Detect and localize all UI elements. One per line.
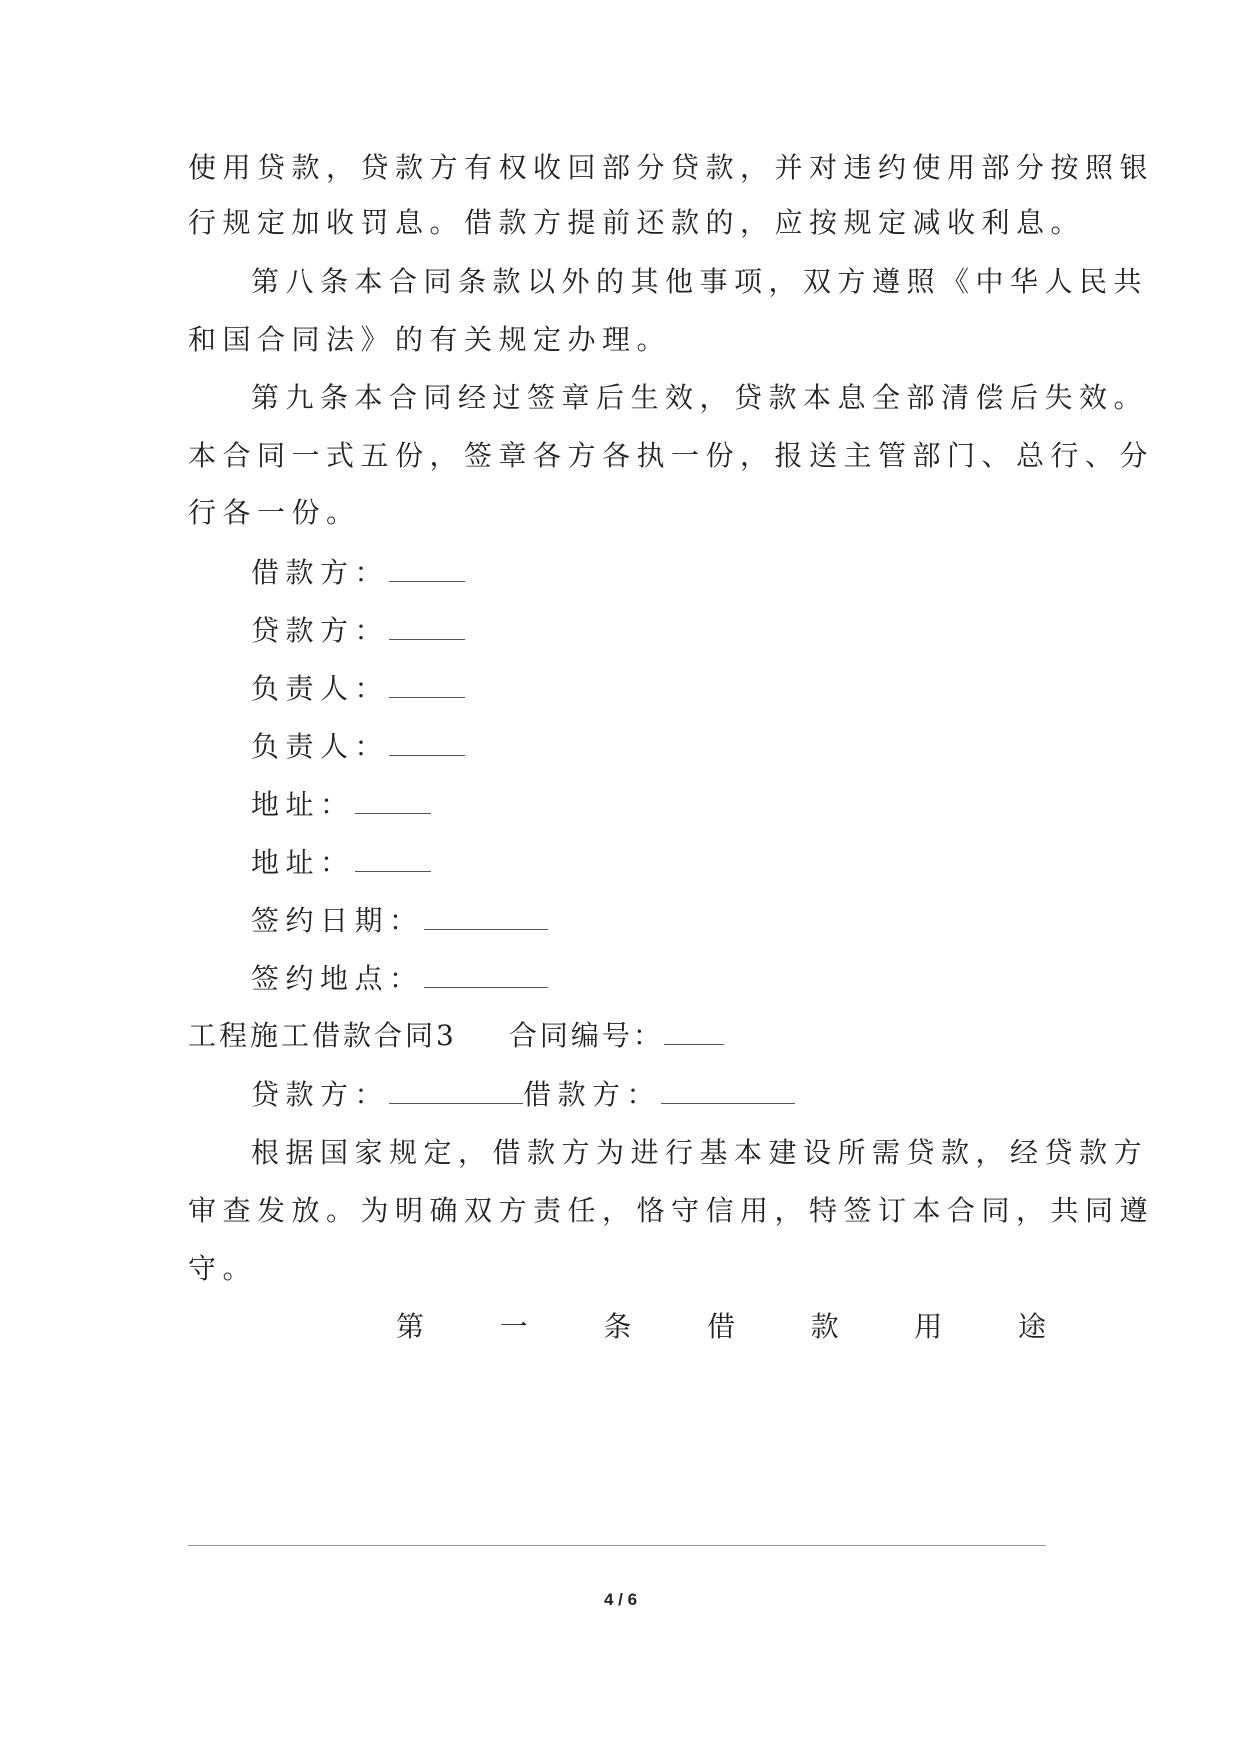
signature-blank: [355, 787, 431, 814]
borrower-blank: [661, 1077, 795, 1104]
signature-blank: [389, 729, 465, 756]
text-line: 本合同一式五份，签章各方各执一份，报送主管部门、总行、分: [188, 439, 1155, 472]
signature-label: 地址：: [251, 846, 355, 879]
lender-label: 贷款方：: [251, 1078, 390, 1111]
signature-blank: [355, 845, 431, 872]
signature-blank: [389, 613, 465, 640]
signature-borrower: [251, 553, 465, 593]
heading-char: 用: [914, 1310, 943, 1343]
signature-blank: [424, 961, 548, 988]
page-number: 4 / 6: [603, 1590, 638, 1609]
signature-blank: [389, 671, 465, 698]
heading-char: 款: [810, 1310, 839, 1343]
signature-label: 负责人：: [251, 672, 390, 705]
text-line: 和国合同法》的有关规定办理。: [188, 323, 672, 356]
contract-3-heading: [188, 1016, 724, 1056]
article-9-line: 第九条本合同经过签章后生效，贷款本息全部清偿后失效。: [251, 381, 1149, 414]
contract-number-label: 合同编号：: [508, 1019, 664, 1052]
signature-responsible-1: [251, 669, 465, 709]
signature-date: [251, 901, 548, 941]
signature-address-1: [251, 785, 431, 825]
heading-char: 一: [499, 1310, 528, 1343]
contract-parties: [251, 1075, 795, 1115]
text-line: 行规定加收罚息。借款方提前还款的，应按规定减收利息。: [188, 206, 1086, 239]
heading-char: 条: [603, 1310, 632, 1343]
article-8-line: 第八条本合同条款以外的其他事项，双方遵照《中华人民共: [251, 265, 1149, 298]
contract-title: 工程施工借款合同3: [188, 1019, 457, 1052]
signature-label: 签约地点：: [251, 962, 424, 995]
signature-lender: [251, 611, 465, 651]
text-line: 使用贷款，贷款方有权收回部分贷款，并对违约使用部分按照银: [188, 151, 1155, 184]
signature-address-2: [251, 843, 431, 883]
footer-divider: [188, 1545, 1046, 1546]
heading-char: 途: [1017, 1310, 1046, 1343]
lender-blank: [389, 1077, 523, 1104]
signature-label: 签约日期：: [251, 904, 424, 937]
heading-char: 第: [396, 1310, 425, 1343]
text-line: 守。: [188, 1252, 258, 1285]
signature-label: 负责人：: [251, 730, 390, 763]
signature-blank: [389, 555, 465, 582]
signature-place: [251, 959, 548, 999]
signature-label: 地址：: [251, 788, 355, 821]
signature-responsible-2: [251, 727, 465, 767]
signature-blank: [424, 903, 548, 930]
heading-char: 借: [706, 1310, 735, 1343]
borrower-label: 借款方：: [523, 1078, 662, 1111]
text-line: 根据国家规定，借款方为进行基本建设所需贷款，经贷款方: [251, 1136, 1149, 1169]
signature-label: 借款方：: [251, 556, 390, 589]
article-1-heading: [396, 1307, 1046, 1347]
text-line: 审查发放。为明确双方责任，恪守信用，特签订本合同，共同遵: [188, 1194, 1155, 1227]
contract-number-blank: [664, 1018, 724, 1045]
signature-label: 贷款方：: [251, 614, 390, 647]
text-line: 行各一份。: [188, 496, 361, 529]
